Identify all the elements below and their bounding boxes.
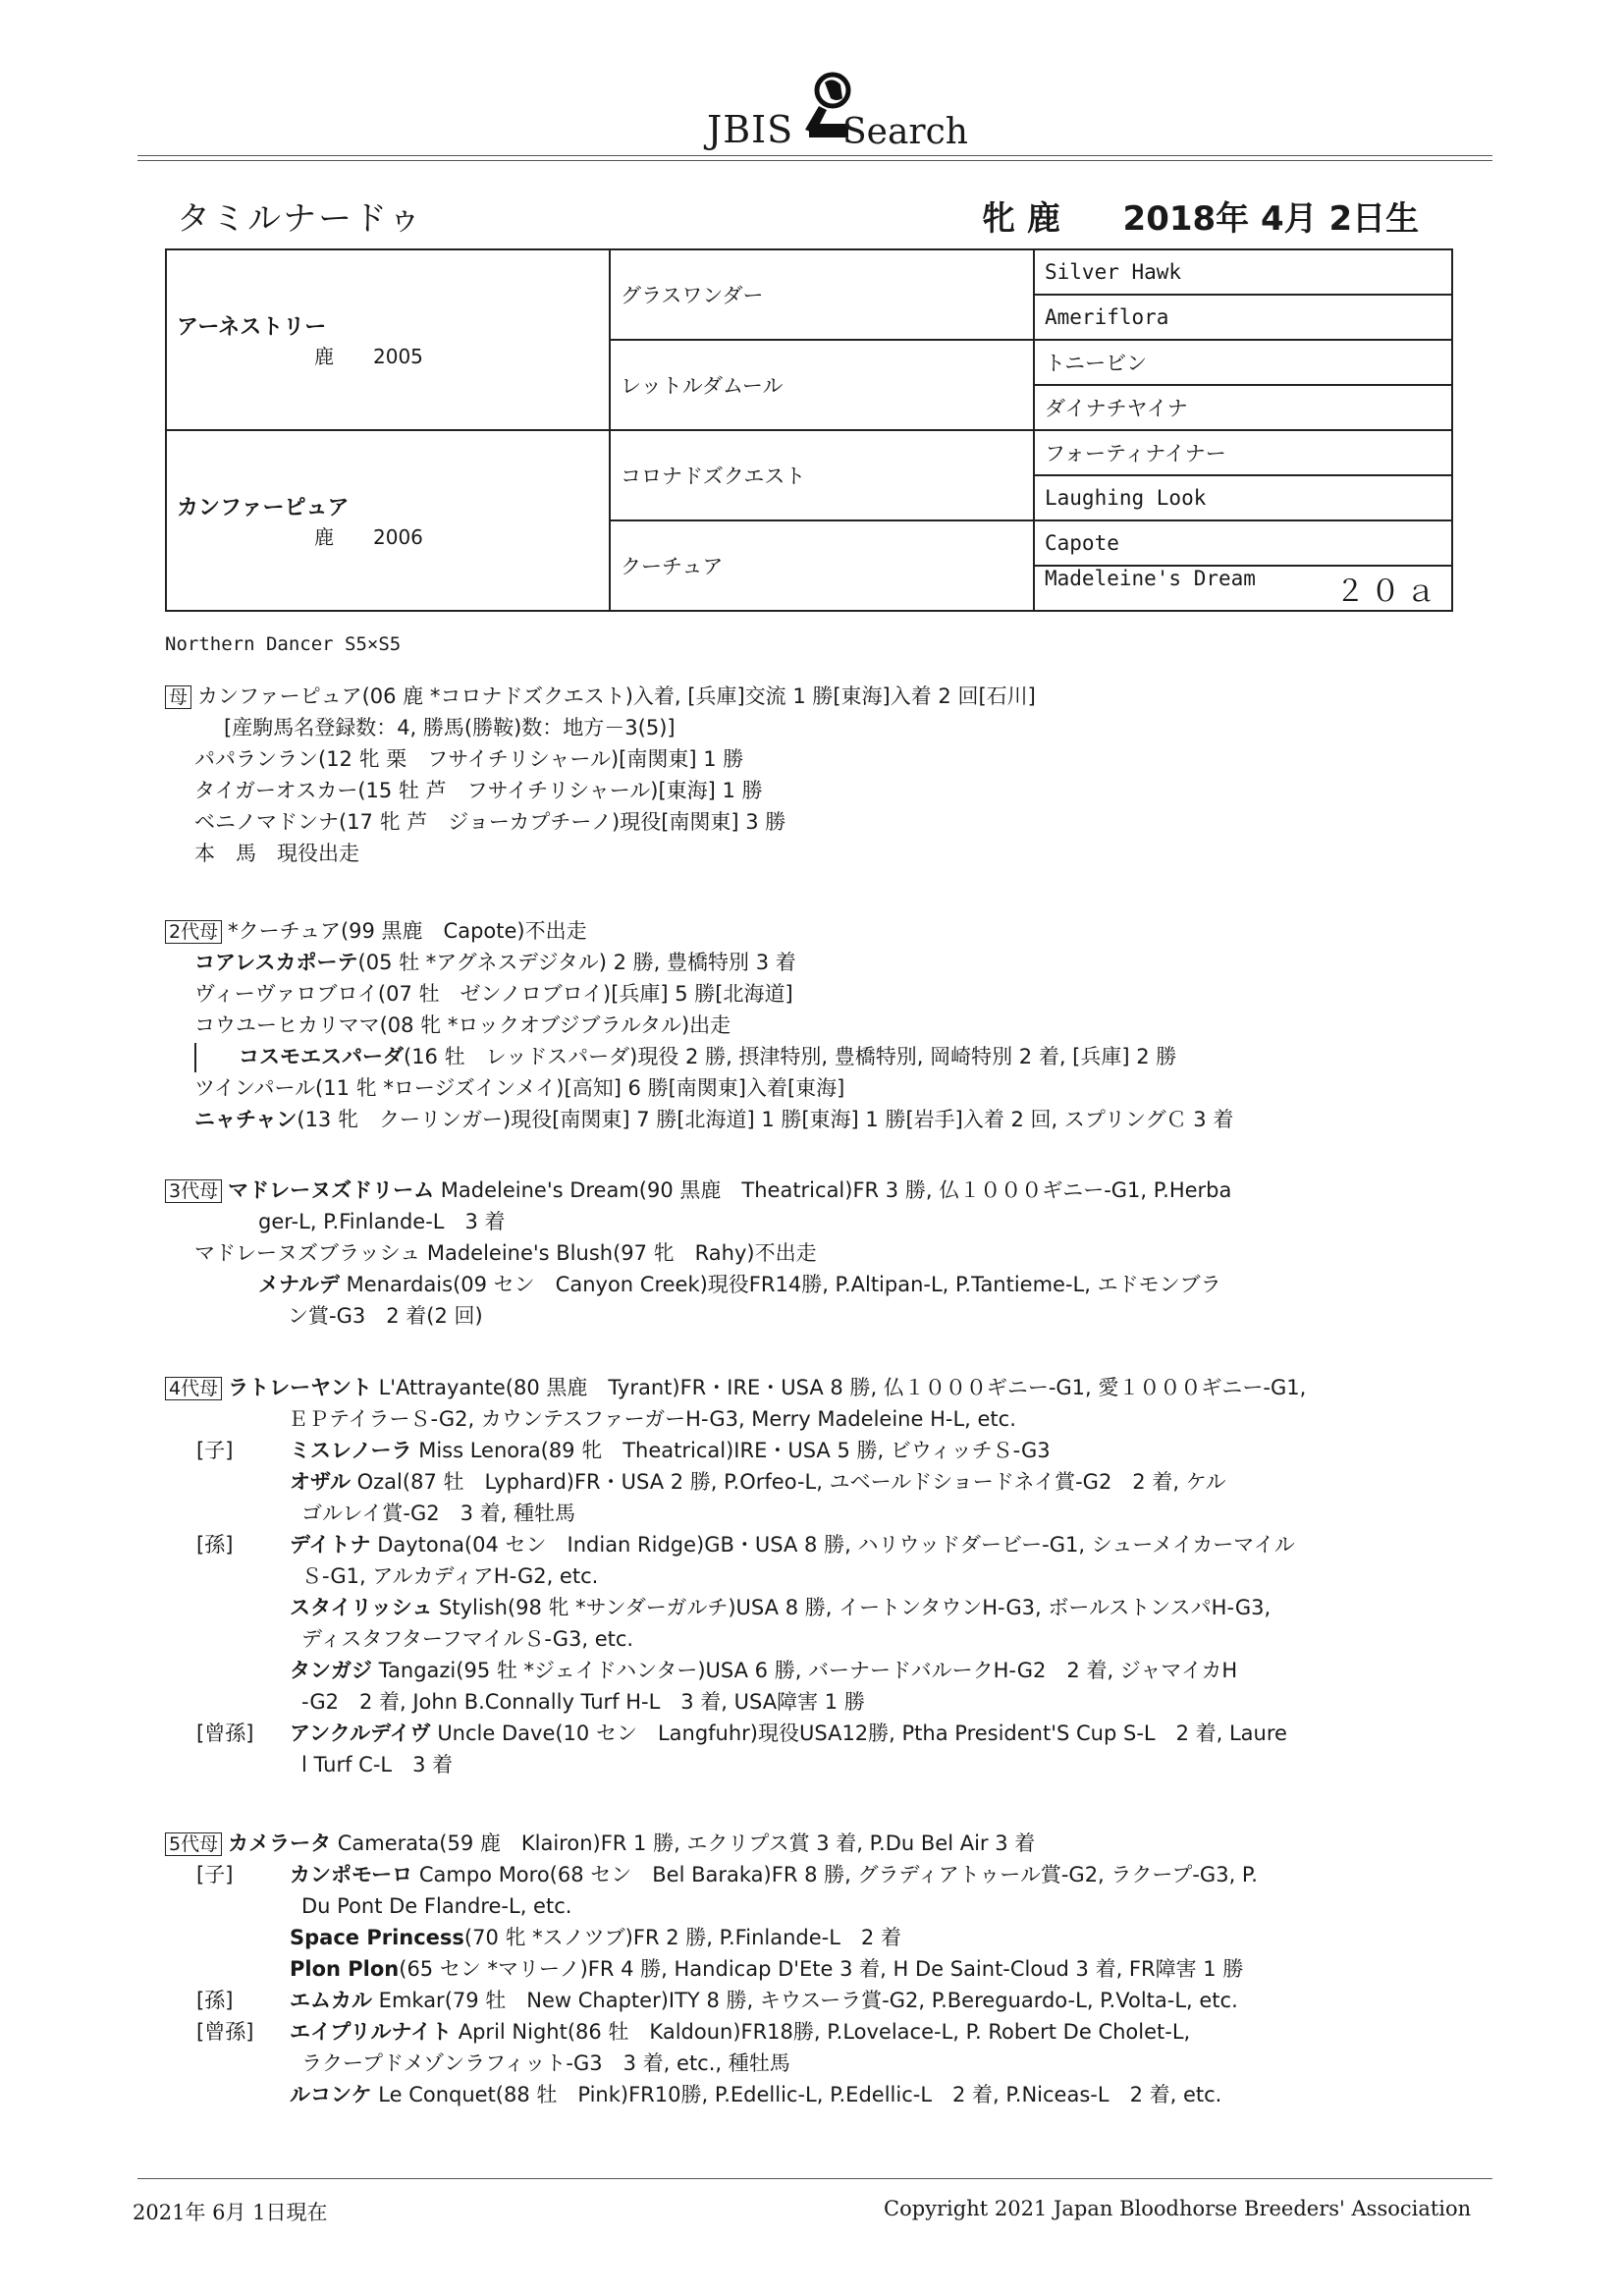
record-text: Emkar(79 牡 New Chapter)ITY 8 勝, キウスーラ賞-G2, P.Bereguardo-L, P.Volta-L, etc. xyxy=(372,1989,1238,2012)
record-text: (70 牝 *スノツブ)FR 2 勝, P.Finlande-L 2 着 xyxy=(463,1926,901,1949)
gen2-row-4: コスモエスパーダ(16 牡 レッドスパーダ)現役 2 勝, 摂津特別, 豊橋特別, 岡崎特別 2 着, [兵庫] 2 勝 xyxy=(165,1041,1471,1072)
header-rule-2 xyxy=(137,160,1492,161)
header-rule xyxy=(137,155,1492,156)
relation-label: [孫] xyxy=(196,1989,234,2012)
horse-name-bold: ルコンケ xyxy=(290,2083,372,2106)
gen3-row-2: メナルデ Menardais(09 セン Canyon Creek)現役FR14勝, P.Altipan-L, P.Tantieme-L, エドモンブラ xyxy=(258,1273,1221,1296)
gen5-row xyxy=(165,2079,1471,2110)
horse-name-bold: Space Princess xyxy=(290,1926,464,1949)
footer-copyright: Copyright 2021 Japan Bloodhorse Breeders' Association xyxy=(884,2197,1472,2220)
dam-line: カンファーピュア(06 鹿 *コロナドズクエスト)入着, [兵庫]交流 1 勝[東海]入着 2 回[石川] xyxy=(197,684,1036,708)
record-text: Ozal(87 牡 Lyphard)FR・USA 2 勝, P.Orfeo-L, ユベールドショードネイ賞-G2 2 着, ケル xyxy=(350,1470,1226,1494)
gen2-head: *クーチュア(99 黒鹿 Capote)不出走 xyxy=(228,919,587,943)
gen4-row xyxy=(165,1466,1471,1498)
gen3-1: Silver Hawk xyxy=(1034,249,1452,295)
logo-text-search: Search xyxy=(842,112,968,152)
gen4-tag: 4代母 xyxy=(165,1377,222,1400)
dam-sire: コロナドズクエスト xyxy=(610,430,1034,520)
gen5-row xyxy=(165,1985,1471,2016)
gen4-row xyxy=(165,1498,1471,1529)
horse-name-bold: スタイリッシュ xyxy=(290,1596,433,1619)
gen5-row xyxy=(165,2016,1471,2048)
relation-label: [曾孫] xyxy=(196,1722,254,1745)
dam-dam: クーチュア xyxy=(610,520,1034,611)
gen4-row xyxy=(165,1560,1471,1592)
footer-rule xyxy=(137,2178,1492,2179)
gen5-tag: 5代母 xyxy=(165,1832,222,1856)
horse-name-bold: オザル xyxy=(290,1470,351,1494)
relation-label: [子] xyxy=(196,1439,234,1462)
record-text: (65 セン *マリーノ)FR 4 勝, Handicap D'Ete 3 着, H De Saint-Cloud 3 着, FR障害 1 勝 xyxy=(399,1957,1244,1981)
gen2-section xyxy=(165,915,1471,1135)
dam-foal-1: パパランラン(12 牝 栗 フサイチリシャール)[南関東] 1 勝 xyxy=(194,747,744,771)
record-text: Ｓ-G1, アルカディアH-G2, etc. xyxy=(301,1564,599,1588)
sire-info: 鹿 2005 xyxy=(314,345,423,368)
record-text: Daytona(04 セン Indian Ridge)GB・USA 8 勝, ハリウッドダービー-G1, シューメイカーマイル xyxy=(370,1533,1295,1557)
horse-sex-color: 牝 鹿 xyxy=(982,199,1060,239)
gen2-tag: 2代母 xyxy=(165,920,222,944)
horse-info xyxy=(982,191,1419,240)
gen4-row xyxy=(165,1435,1471,1466)
record-text: Campo Moro(68 セン Bel Baraka)FR 8 勝, グラディアトゥール賞-G2, ラクープ-G3, P. xyxy=(412,1863,1258,1886)
gen2-row-6: ニャチャン(13 牝 クーリンガー)現役[南関東] 7 勝[北海道] 1 勝[東海] 1 勝[岩手]入着 2 回, スプリングＣ 3 着 xyxy=(194,1108,1234,1131)
gen4-head-cont: ＥＰテイラーＳ-G2, カウンテスファーガーH-G3, Merry Madeleine H-L, etc. xyxy=(288,1407,1016,1431)
record-text: l Turf C-L 3 着 xyxy=(301,1753,454,1777)
gen4-row xyxy=(165,1529,1471,1560)
gen3-8 xyxy=(1034,566,1452,611)
gen5-row xyxy=(165,1890,1471,1922)
horse-name-bold: カンポモーロ xyxy=(290,1863,413,1886)
inbreeding-note: Northern Dancer S5×S5 xyxy=(165,633,402,655)
gen3-tag: 3代母 xyxy=(165,1179,222,1203)
logo-text-jbis: JBIS xyxy=(707,108,794,151)
horse-name-bold: デイトナ xyxy=(290,1533,371,1557)
gen4-row xyxy=(165,1686,1471,1718)
gen2-row-5: ツインパール(11 牝 *ロージズインメイ)[高知] 6 勝[南関東]入着[東海] xyxy=(194,1076,845,1100)
dam-foal-self: 本 馬 現役出走 xyxy=(194,842,359,865)
dam-cell xyxy=(166,430,610,611)
gen3-3: トニービン xyxy=(1034,340,1452,385)
gen3-row-2-cont: ン賞-G3 2 着(2 回) xyxy=(288,1304,483,1328)
sire-dam: レットルダムール xyxy=(610,340,1034,430)
gen4-row xyxy=(165,1592,1471,1623)
relation-label: [曾孫] xyxy=(196,2020,254,2044)
gen4-row xyxy=(165,1749,1471,1780)
gen4-row xyxy=(165,1718,1471,1749)
gen2-row-1: コアレスカポーテ(05 牡 *アグネスデジタル) 2 勝, 豊橋特別 3 着 xyxy=(194,951,796,974)
gen4-row xyxy=(165,1655,1471,1686)
gen3-2: Ameriflora xyxy=(1034,295,1452,340)
horse-name-bold: タンガジ xyxy=(290,1659,372,1682)
pedigree-table xyxy=(165,248,1453,612)
record-text: Stylish(98 牝 *サンダーガルチ)USA 8 勝, イートンタウンH-G3, ボールストンスパH-G3, xyxy=(432,1596,1272,1619)
record-text: April Night(86 牡 Kaldoun)FR18勝, P.Lovelace-L, P. Robert De Cholet-L, xyxy=(452,2020,1191,2044)
footer-date: 2021年 6月 1日現在 xyxy=(133,2201,328,2224)
horse-birth-date: 2018年 4月 2日生 xyxy=(1122,199,1420,239)
record-text: -G2 2 着, John B.Connally Turf H-L 3 着, USA障害 1 勝 xyxy=(301,1690,865,1714)
horse-name-bold: エムカル xyxy=(290,1989,372,2012)
gen3-head-cont: ger-L, P.Finlande-L 3 着 xyxy=(258,1210,506,1233)
relation-label: [子] xyxy=(196,1863,234,1886)
dam-foal-2: タイガーオスカー(15 牡 芦 フサイチリシャール)[東海] 1 勝 xyxy=(194,779,763,802)
gen3-6: Laughing Look xyxy=(1034,475,1452,520)
gen2-row-3: コウユーヒカリママ(08 牝 *ロックオブジブラルタル)出走 xyxy=(194,1013,731,1037)
record-text: ゴルレイ賞-G2 3 着, 種牡馬 xyxy=(301,1502,576,1525)
gen5-row xyxy=(165,2048,1471,2079)
relation-label: [孫] xyxy=(196,1533,234,1557)
gen2-row-2: ヴィーヴァロブロイ(07 牡 ゼンノロブロイ)[兵庫] 5 勝[北海道] xyxy=(194,982,793,1006)
gen5-row xyxy=(165,1859,1471,1890)
dam-foal-3: ベニノマドンナ(17 牝 芦 ジョーカプチーノ)現役[南関東] 3 勝 xyxy=(194,810,786,834)
dam-tag: 母 xyxy=(165,685,191,709)
horse-name-bold: エイプリルナイト xyxy=(290,2020,453,2044)
sire-cell xyxy=(166,249,610,430)
horse-name: タミルナードゥ xyxy=(177,199,424,239)
horse-name-bold: Plon Plon xyxy=(290,1957,400,1981)
gen5-row xyxy=(165,1922,1471,1953)
record-text: ラクープドメゾンラフィット-G3 3 着, etc., 種牡馬 xyxy=(301,2051,790,2075)
record-text: Uncle Dave(10 セン Langfuhr)現役USA12勝, Ptha President'S Cup S-L 2 着, Laure xyxy=(430,1722,1287,1745)
sire-name: アーネストリー xyxy=(177,315,327,340)
gen3-row-1: マドレーヌズブラッシュ Madeleine's Blush(97 牝 Rahy)不出走 xyxy=(194,1241,817,1265)
gen4-row xyxy=(165,1623,1471,1655)
gen3-section: 3代母 マドレーヌズドリーム Madeleine's Dream(90 黒鹿 Theatrical)FR 3 勝, 仏１０００ギニー-G1, P.Herba ger-L, P.Finlande-L 3 着 マドレーヌズブラッシュ Madeleine's Blush(97 牝 Rahy)不出走 メナルデ Menardais(09 セン Canyon Creek)現役FR14勝, P.Altipan-L, P.Tantieme-L, エドモンブラ ン賞-G3 2 着(2 回) xyxy=(165,1175,1471,1332)
gen3-7: Capote xyxy=(1034,520,1452,566)
gen4-section: 4代母 ラトレーヤント L'Attrayante(80 黒鹿 Tyrant)FR・IRE・USA 8 勝, 仏１０００ギニー-G1, 愛１０００ギニー-G1, ＥＰテイラーＳ-G2, カウンテスファーガーH-G3, Merry Madeleine H-L, etc. [子] ミスレノーラ Miss Lenora(89 牝 Theatrical)IRE・USA 5 勝, ビウィッチＳ-G3 オザル Ozal(87 牡 Lyphard)FR・USA 2 勝, P.Orfeo-L, ユベールドショードネイ賞-G2 2 着, ケル ゴルレイ賞-G2 3 着, 種牡馬 [孫] デイトナ Daytona(04 セン Indian Ridge)GB・USA 8 勝, ハリウッドダービー-G1, シューメイカーマイル Ｓ-G1, アルカディアH-G2, etc. スタイリッシュ Stylish(98 牝 *サンダーガルチ)USA 8 勝, イートンタウンH-G3, ボールストンスパH-G3, ディスタフターフマイルＳ-G3, etc. タンガジ Tangazi(95 牡 *ジェイドハンター)USA 6 勝, バーナードバルークH-G2 2 着, ジャマイカH -G2 2 着, John B.Connally Turf H-L 3 着, USA障害 1 勝 [曾孫] アンクルデイヴ Uncle Dave(10 セン Langfuhr)現役USA12勝, Ptha President'S Cup S-L 2 着, Laure l Turf C-L 3 着 xyxy=(165,1372,1471,1780)
gen5-section: 5代母 カメラータ Camerata(59 鹿 Klairon)FR 1 勝, エクリプス賞 3 着, P.Du Bel Air 3 着 [子] カンポモーロ Campo Moro(68 セン Bel Baraka)FR 8 勝, グラディアトゥール賞-G2, ラクープ-G3, P. Du Pont De Flandre-L, etc. Space Princess(70 牝 *スノツブ)FR 2 勝, P.Finlande-L 2 着 Plon Plon(65 セン *マリーノ)FR 4 勝, Handicap D'Ete 3 着, H De Saint-Cloud 3 着, FR障害 1 勝 [孫] エムカル Emkar(79 牡 New Chapter)ITY 8 勝, キウスーラ賞-G2, P.Bereguardo-L, P.Volta-L, etc. [曾孫] エイプリルナイト April Night(86 牡 Kaldoun)FR18勝, P.Lovelace-L, P. Robert De Cholet-L, ラクープドメゾンラフィット-G3 3 着, etc., 種牡馬 ルコンケ Le Conquet(88 牡 Pink)FR10勝, P.Edellic-L, P.Edellic-L 2 着, P.Niceas-L 2 着, etc. xyxy=(165,1828,1471,2110)
family-number: ２０ａ xyxy=(1335,574,1441,609)
horse-name-bold: ミスレノーラ xyxy=(290,1439,412,1462)
horse-name-bold: アンクルデイヴ xyxy=(290,1722,431,1745)
gen3-5: フォーティナイナー xyxy=(1034,430,1452,475)
gen3-8-name: Madeleine's Dream xyxy=(1045,567,1256,590)
dam-name: カンファーピュア xyxy=(177,496,350,520)
record-text: ディスタフターフマイルＳ-G3, etc. xyxy=(301,1627,634,1651)
record-text: Tangazi(95 牡 *ジェイドハンター)USA 6 勝, バーナードバルークH-G2 2 着, ジャマイカH xyxy=(372,1659,1238,1682)
sire-sire: グラスワンダー xyxy=(610,249,1034,340)
gen5-row xyxy=(165,1953,1471,1985)
descent-bar xyxy=(194,1043,196,1072)
jbis-logo[interactable] xyxy=(707,69,968,157)
record-text: Miss Lenora(89 牝 Theatrical)IRE・USA 5 勝, ビウィッチＳ-G3 xyxy=(411,1439,1051,1462)
dam-summary: [産駒馬名登録数：4, 勝馬(勝鞍)数：地方－3(5)] xyxy=(224,716,676,739)
gen3-4: ダイナチヤイナ xyxy=(1034,385,1452,430)
record-text: Le Conquet(88 牡 Pink)FR10勝, P.Edellic-L, P.Edellic-L 2 着, P.Niceas-L 2 着, etc. xyxy=(371,2083,1222,2106)
dam-info: 鹿 2006 xyxy=(314,525,423,549)
record-text: Du Pont De Flandre-L, etc. xyxy=(301,1894,572,1918)
dam-section xyxy=(165,681,1471,869)
